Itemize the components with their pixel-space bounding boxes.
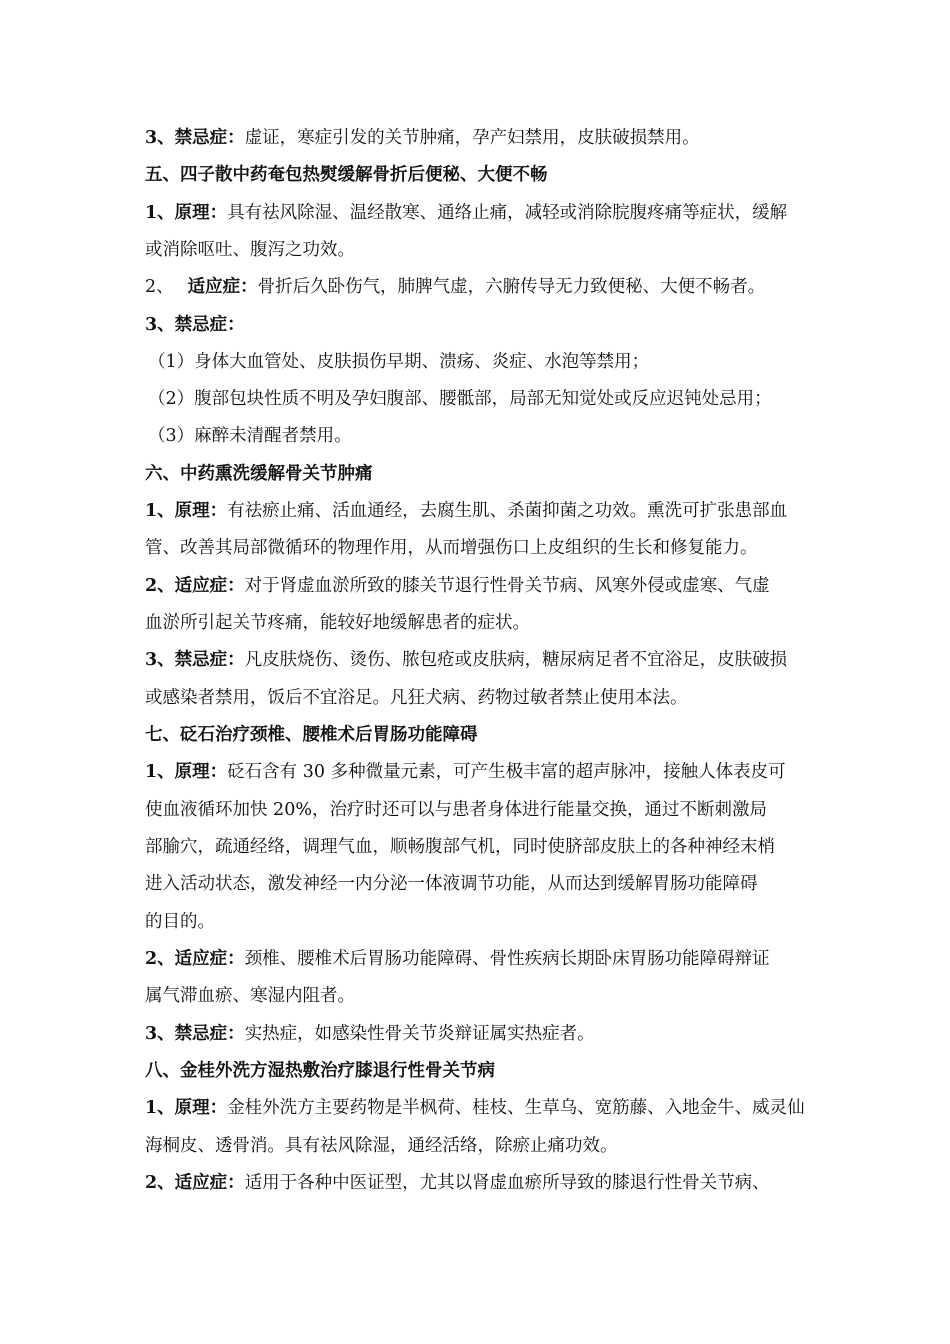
text-line: 2、 适应症：骨折后久卧伤气，肺脾气虚，六腑传导无力致便秘、大便不畅者。: [145, 277, 766, 297]
list-item: （3）麻醉未清醒者禁用。: [148, 426, 352, 446]
list-item: （2）腹部包块性质不明及孕妇腹部、腰骶部，局部无知觉处或反应迟钝处忌用；: [148, 389, 772, 409]
text-line: 1、原理：砭石含有 30 多种微量元素，可产生极丰富的超声脉冲，接触人体表皮可: [145, 762, 786, 782]
section-heading: 八、金桂外洗方湿热敷治疗膝退行性骨关节病: [145, 1061, 495, 1081]
text-line: 3、禁忌症：凡皮肤烧伤、烫伤、脓包疮或皮肤病，糖尿病足者不宜浴足，皮肤破损: [145, 650, 788, 670]
list-item: （1）身体大血管处、皮肤损伤早期、溃疡、炎症、水泡等禁用；: [148, 352, 650, 372]
text-line: 2、适应症：颈椎、腰椎术后胃肠功能障碍、骨性疾病长期卧床胃肠功能障碍辩证: [145, 949, 770, 969]
text-line: 进入活动状态，激发神经一内分泌一体液调节功能，从而达到缓解胃肠功能障碍: [145, 874, 758, 894]
text-line: 属气滞血瘀、寒湿内阻者。: [145, 986, 355, 1006]
text-line: 1、原理：金桂外洗方主要药物是半枫荷、桂枝、生草乌、宽筋藤、入地金牛、威灵仙: [145, 1098, 805, 1118]
text-line: 2、适应症：对于肾虚血淤所致的膝关节退行性骨关节病、风寒外侵或虚寒、气虚: [145, 576, 770, 596]
text-line: 血淤所引起关节疼痛，能较好地缓解患者的症状。: [145, 613, 530, 633]
section-heading: 七、砭石治疗颈椎、腰椎术后胃肠功能障碍: [145, 725, 478, 745]
section-heading: 五、四子散中药奄包热熨缓解骨折后便秘、大便不畅: [145, 165, 548, 185]
text-line: 管、改善其局部微循环的物理作用，从而增强伤口上皮组织的生长和修复能力。: [145, 538, 758, 558]
text-line: 海桐皮、透骨消。具有祛风除湿，通经活络，除瘀止痛功效。: [145, 1136, 618, 1156]
text-line: 或感染者禁用，饭后不宜浴足。凡狂犬病、药物过敏者禁止使用本法。: [145, 688, 688, 708]
text-line: 3、禁忌症：: [145, 315, 245, 335]
text-line: 1、原理：有祛瘀止痛、活血通经，去腐生肌、杀菌抑菌之功效。熏洗可扩张患部血: [145, 501, 788, 521]
section-heading: 六、中药熏洗缓解骨关节肿痛: [145, 464, 373, 484]
text-line: 的目的。: [145, 912, 215, 932]
text-line: 3、禁忌症：实热症，如感染性骨关节炎辩证属实热症者。: [145, 1024, 595, 1044]
text-line: 1、原理：具有祛风除湿、温经散寒、通络止痛，减轻或消除脘腹疼痛等症状，缓解: [145, 203, 788, 223]
text-line: 部腧穴，疏通经络，调理气血，顺畅腹部气机，同时使脐部皮肤上的各种神经末梢: [145, 837, 775, 857]
text-line: 2、适应症：适用于各种中医证型，尤其以肾虚血瘀所导致的膝退行性骨关节病、: [145, 1173, 770, 1193]
text-line: 使血液循环加快 20%，治疗时还可以与患者身体进行能量交换，通过不断刺激局: [145, 800, 767, 820]
text-line: 3、禁忌症：虚证，寒症引发的关节肿痛，孕产妇禁用，皮肤破损禁用。: [145, 128, 700, 148]
text-line: 或消除呕吐、腹泻之功效。: [145, 240, 355, 260]
